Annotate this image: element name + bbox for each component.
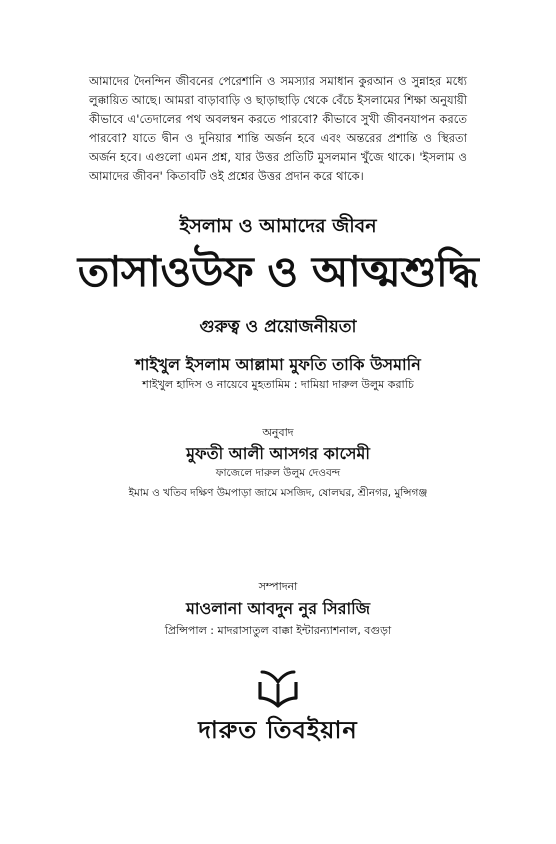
editor-name: মাওলানা আবদুন নুর সিরাজি bbox=[185, 599, 371, 618]
translator-position: ইমাম ও খতিব দক্ষিণ উমপাড়া জামে মসজিদ, ষোলঘর, শ্রীনগর, মুন্সিগঞ্জ bbox=[128, 487, 428, 499]
book-subtitle: গুরুত্ব ও প্রয়োজনীয়তা bbox=[199, 317, 357, 337]
editor-position: প্রিন্সিপাল : মাদরাসাতুল বাক্কা ইন্টারন্যাশনাল, বগুড়া bbox=[164, 624, 392, 637]
translator-label: অনুবাদ bbox=[262, 426, 294, 439]
series-title: ইসলাম ও আমাদের জীবন bbox=[179, 215, 377, 237]
intro-paragraph: আমাদের দৈনন্দিন জীবনের পেরেশানি ও সমস্যার সমাধান কুরআন ও সুন্নাহর মধ্যে লুক্কায়িত আছে। আমরা বাড়াবাড়ি ও ছাড়াছাড়ি থেকে বেঁচে ইসলামের শিক্ষা অনুযায়ী কীভাবে এ'তেদালের পথ অবলম্বন করতে পারবো? কীভাবে সুখী জীবনযাপন করতে পারবো? যাতে দ্বীন ও দুনিয়ার শান্তি অর্জন হবে এবং অন্তরের প্রশান্তি ও স্থিরতা অর্জন হবে। এগুলো এমন প্রশ্ন, যার উত্তর প্রতিটি মুসলমান খুঁজে থাকে। 'ইসলাম ও আমাদের জীবন' কিতাবটি ওই প্রশ্নের উত্তর প্রদান করে থাকে। bbox=[89, 74, 467, 183]
open-book-icon bbox=[258, 668, 298, 710]
editor-label: সম্পাদনা bbox=[258, 580, 298, 593]
translator-qualification: ফাজেলে দারুল উলুম দেওবন্দ bbox=[215, 467, 341, 479]
book-title: তাসাওউফ ও আত্মশুদ্ধি bbox=[77, 247, 479, 296]
author-role: শাইখুল হাদিস ও নায়েবে মুহতামিম : দামিয়া দারুল উলুম করাচি bbox=[142, 378, 414, 391]
translator-name: মুফতী আলী আসগর কাসেমী bbox=[186, 444, 370, 463]
author-name: শাইখুল ইসলাম আল্লামা মুফতি তাকি উসমানি bbox=[135, 355, 421, 374]
publisher-name: দারুত তিবইয়ান bbox=[198, 716, 358, 744]
